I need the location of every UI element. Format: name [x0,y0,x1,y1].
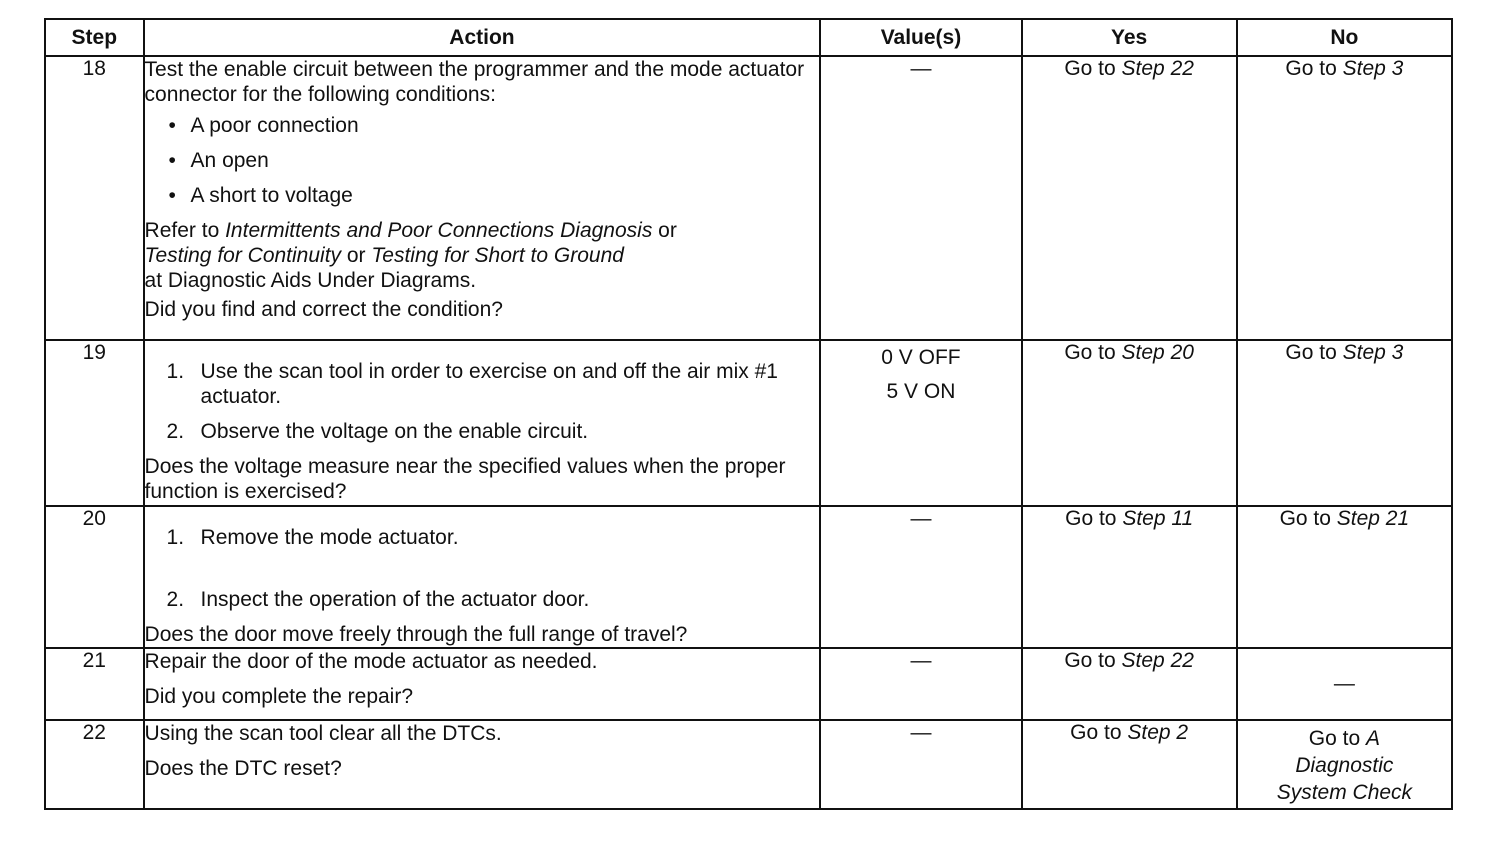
list-item: 1. Remove the mode actuator. [166,526,459,549]
table-row-step-18 [45,56,1452,340]
list-item: 2. Inspect the operation of the actuator door. [166,588,590,611]
no-cell[interactable]: Go to Step 3 [1237,56,1452,340]
yes-cell[interactable]: Go to Step 20 [1022,340,1237,506]
condition-list [145,113,820,208]
list-item: • A short to voltage [169,183,820,208]
procedure-list [145,525,820,612]
no-cell[interactable]: Go to Step 21 [1237,506,1452,648]
header-step: Step [45,19,144,56]
action-question: Does the DTC reset? [144,757,342,780]
value-cell: — [820,720,1021,809]
no-cell[interactable]: Go to Step 3 [1237,340,1452,506]
step-number: 20 [45,506,144,648]
action-cell [144,506,821,648]
action-question: Did you complete the repair? [144,685,414,708]
yes-cell[interactable]: Go to Step 11 [1022,506,1237,648]
step-number: 22 [45,720,144,809]
step-number: 19 [45,340,144,506]
action-cell [144,720,821,809]
action-intro: Test the enable circuit between the programmer and the mode actuator connector for the following conditions: [144,58,805,106]
list-item: • A poor connection [169,113,820,138]
table-row-step-21 [45,648,1452,720]
doc-link-continuity[interactable]: Testing for Continuity [144,244,342,267]
no-cell[interactable]: Go to A Diagnostic System Check [1237,720,1452,809]
diagnostic-table [44,18,1453,810]
action-cell [144,648,821,720]
value-cell: — [820,648,1021,720]
value-cell: — [820,506,1021,648]
action-cell [144,56,821,340]
header-action: Action [144,19,821,56]
table-row-step-19 [45,340,1452,506]
action-question: Did you find and correct the condition? [144,298,503,321]
header-row [45,19,1452,56]
header-yes: Yes [1022,19,1237,56]
doc-link-intermittents[interactable]: Intermittents and Poor Connections Diagnosis [225,219,653,242]
value-cell [820,340,1021,506]
action-line: Using the scan tool clear all the DTCs. [144,722,502,745]
refer-text: Refer to Intermittents and Poor Connections Diagnosis or Testing for Continuity or Testing for Short to Ground at Diagnostic Aids Under Diagrams. [144,219,677,292]
table-row-step-22 [45,720,1452,809]
no-cell: — [1237,648,1452,720]
procedure-list [145,359,820,444]
yes-cell[interactable]: Go to Step 22 [1022,648,1237,720]
action-cell [144,340,821,506]
list-item: 1. Use the scan tool in order to exercise on and off the air mix #1 actuator. [166,360,778,408]
yes-cell[interactable]: Go to Step 22 [1022,56,1237,340]
value-cell: — [820,56,1021,340]
list-item: 2. Observe the voltage on the enable circuit. [166,420,589,443]
value-off: 0 V OFF [881,346,961,369]
action-question: Does the door move freely through the full range of travel? [144,623,688,646]
doc-link-short-to-ground[interactable]: Testing for Short to Ground [371,244,624,267]
yes-cell[interactable]: Go to Step 2 [1022,720,1237,809]
value-on: 5 V ON [886,380,956,403]
list-item: • An open [169,148,820,173]
step-number: 21 [45,648,144,720]
header-values: Value(s) [820,19,1021,56]
step-number: 18 [45,56,144,340]
header-no: No [1237,19,1452,56]
action-line: Repair the door of the mode actuator as needed. [144,650,598,673]
action-question: Does the voltage measure near the specified values when the proper function is exercised? [144,455,786,503]
table-row-step-20 [45,506,1452,648]
